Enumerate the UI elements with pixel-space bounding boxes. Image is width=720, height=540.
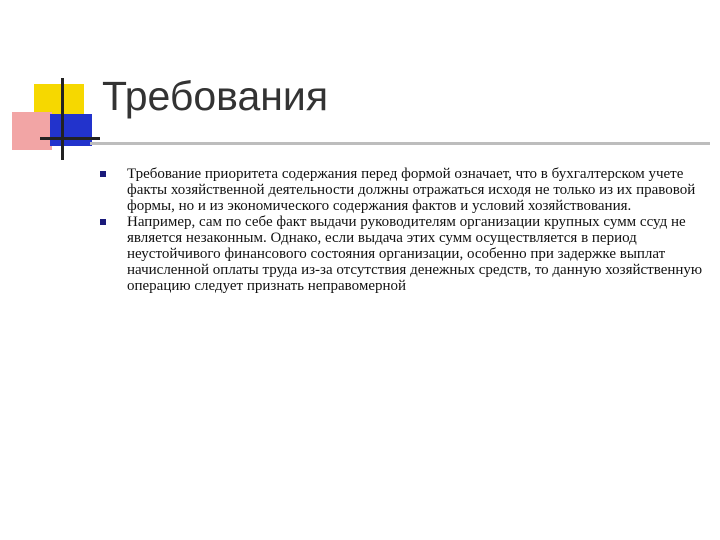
bullet-item xyxy=(127,214,707,294)
bullet-text: Требование приоритета содержания перед формой означает, что в бухгалтерском учете факты хозяйственной деятельности должны отражаться исходя не только из их правовой формы, но и из экономического содержания фактов и условий хозяйствования. xyxy=(127,166,696,214)
square-bullet-icon xyxy=(100,219,106,225)
decor-blue-square xyxy=(50,114,92,146)
decor-horizontal-line xyxy=(40,137,100,140)
square-bullet-icon xyxy=(100,171,106,177)
bullet-text: Например, сам по себе факт выдачи руководителям организации крупных сумм ссуд не является незаконным. Однако, если выдача этих сумм осуществляется в период неустойчивого финансового состояния организации, особенно при задержке выплат начисленной оплаты труда из-за отсутствия денежных средств, то данную хозяйственную операцию следует признать неправомерной xyxy=(127,214,703,294)
title-divider xyxy=(90,142,710,145)
bullet-list xyxy=(127,166,707,294)
slide-title: Требования xyxy=(102,73,329,119)
bullet-item xyxy=(127,166,707,214)
decor-vertical-line xyxy=(61,78,64,160)
decor-pink-square xyxy=(12,112,52,150)
